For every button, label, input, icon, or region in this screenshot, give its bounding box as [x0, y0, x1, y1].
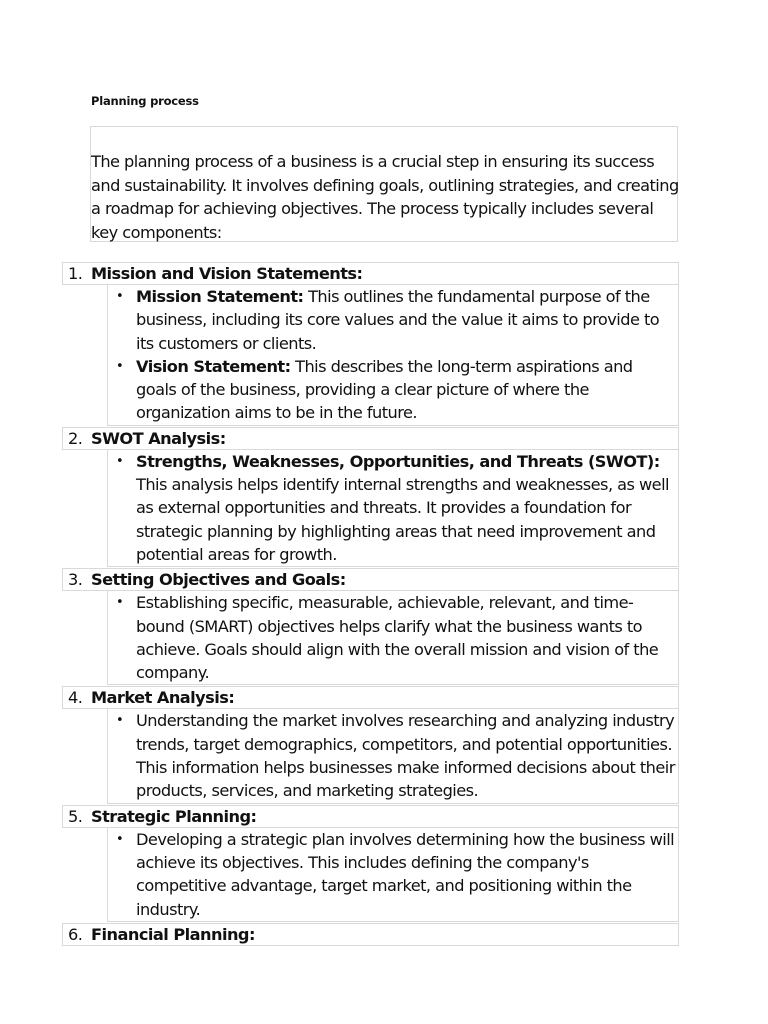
- outline-number: 3.: [68, 570, 83, 590]
- bullet-item: [108, 709, 678, 802]
- bullet-item: [108, 285, 678, 355]
- bullet-item: [108, 450, 678, 566]
- bullet-text: Developing a strategic plan involves determining how the business will achieve its objectives. This includes defining the company's competitive advantage, target market, and positioning within the industry.: [136, 829, 675, 919]
- intro-box: [90, 126, 678, 242]
- bullet-dot-icon: •: [116, 595, 124, 611]
- outline-heading-row: [62, 262, 679, 285]
- bullet-text: This analysis helps identify internal strengths and weaknesses, as well as external opportunities and threats. It provides a foundation for strategic planning by highlighting areas that need improvement and potential areas for growth.: [136, 475, 669, 564]
- outline-heading: Market Analysis:: [91, 688, 235, 708]
- bullet-text: This describes the long-term aspirations and goals of the business, providing a clear picture of where the organization aims to be in the future.: [136, 356, 633, 423]
- bullet-dot-icon: •: [116, 453, 124, 469]
- outline-heading: Setting Objectives and Goals:: [91, 570, 346, 590]
- outline-number: 2.: [68, 428, 83, 448]
- outline-number: 1.: [68, 264, 83, 283]
- bullet-list: [107, 285, 679, 426]
- bullet-list: [107, 450, 679, 567]
- bullet-item: [108, 828, 678, 921]
- bullet-text: Establishing specific, measurable, achievable, relevant, and time-bound (SMART) objectives helps clarify what the business wants to achieve. Goals should align with the overall mission and vision of the company.: [136, 593, 659, 683]
- outline-heading: Financial Planning:: [91, 924, 255, 944]
- outline-heading-row: [62, 923, 679, 946]
- bullet-term: Vision Statement:: [136, 356, 291, 376]
- bullet-item: [108, 355, 678, 425]
- numbered-outline: [62, 262, 679, 947]
- bullet-list: [107, 709, 679, 803]
- outline-heading: Mission and Vision Statements:: [91, 264, 363, 283]
- bullet-dot-icon: •: [116, 289, 124, 304]
- bullet-list: [107, 591, 679, 685]
- document-title: Planning process: [91, 94, 199, 108]
- intro-paragraph: The planning process of a business is a crucial step in ensuring its success and sustainability. It involves defining goals, outlining strategies, and creating a roadmap for achieving objectives. The process typically includes several key components:: [91, 152, 679, 242]
- outline-number: 4.: [68, 688, 83, 708]
- outline-heading-row: [62, 568, 679, 591]
- bullet-text: Understanding the market involves researching and analyzing industry trends, target demographics, competitors, and potential opportunities. This information helps businesses make informed decisions about their products, services, and marketing strategies.: [136, 711, 675, 801]
- bullet-item: [108, 591, 678, 684]
- outline-number: 5.: [68, 806, 83, 826]
- outline-heading-row: [62, 805, 679, 828]
- outline-number: 6.: [68, 924, 83, 944]
- bullet-term: Strengths, Weaknesses, Opportunities, and Threats (SWOT):: [136, 451, 660, 471]
- outline-heading: Strategic Planning:: [91, 806, 257, 826]
- bullet-term: Mission Statement:: [136, 287, 304, 306]
- bullet-dot-icon: •: [116, 358, 124, 374]
- bullet-text: This outlines the fundamental purpose of the business, including its core values and the value it aims to provide to its customers or clients.: [136, 287, 660, 353]
- outline-heading: SWOT Analysis:: [91, 428, 226, 448]
- bullet-list: [107, 828, 679, 922]
- bullet-dot-icon: •: [116, 831, 124, 847]
- bullet-dot-icon: •: [116, 713, 124, 729]
- outline-heading-row: [62, 427, 679, 450]
- outline-heading-row: [62, 686, 679, 709]
